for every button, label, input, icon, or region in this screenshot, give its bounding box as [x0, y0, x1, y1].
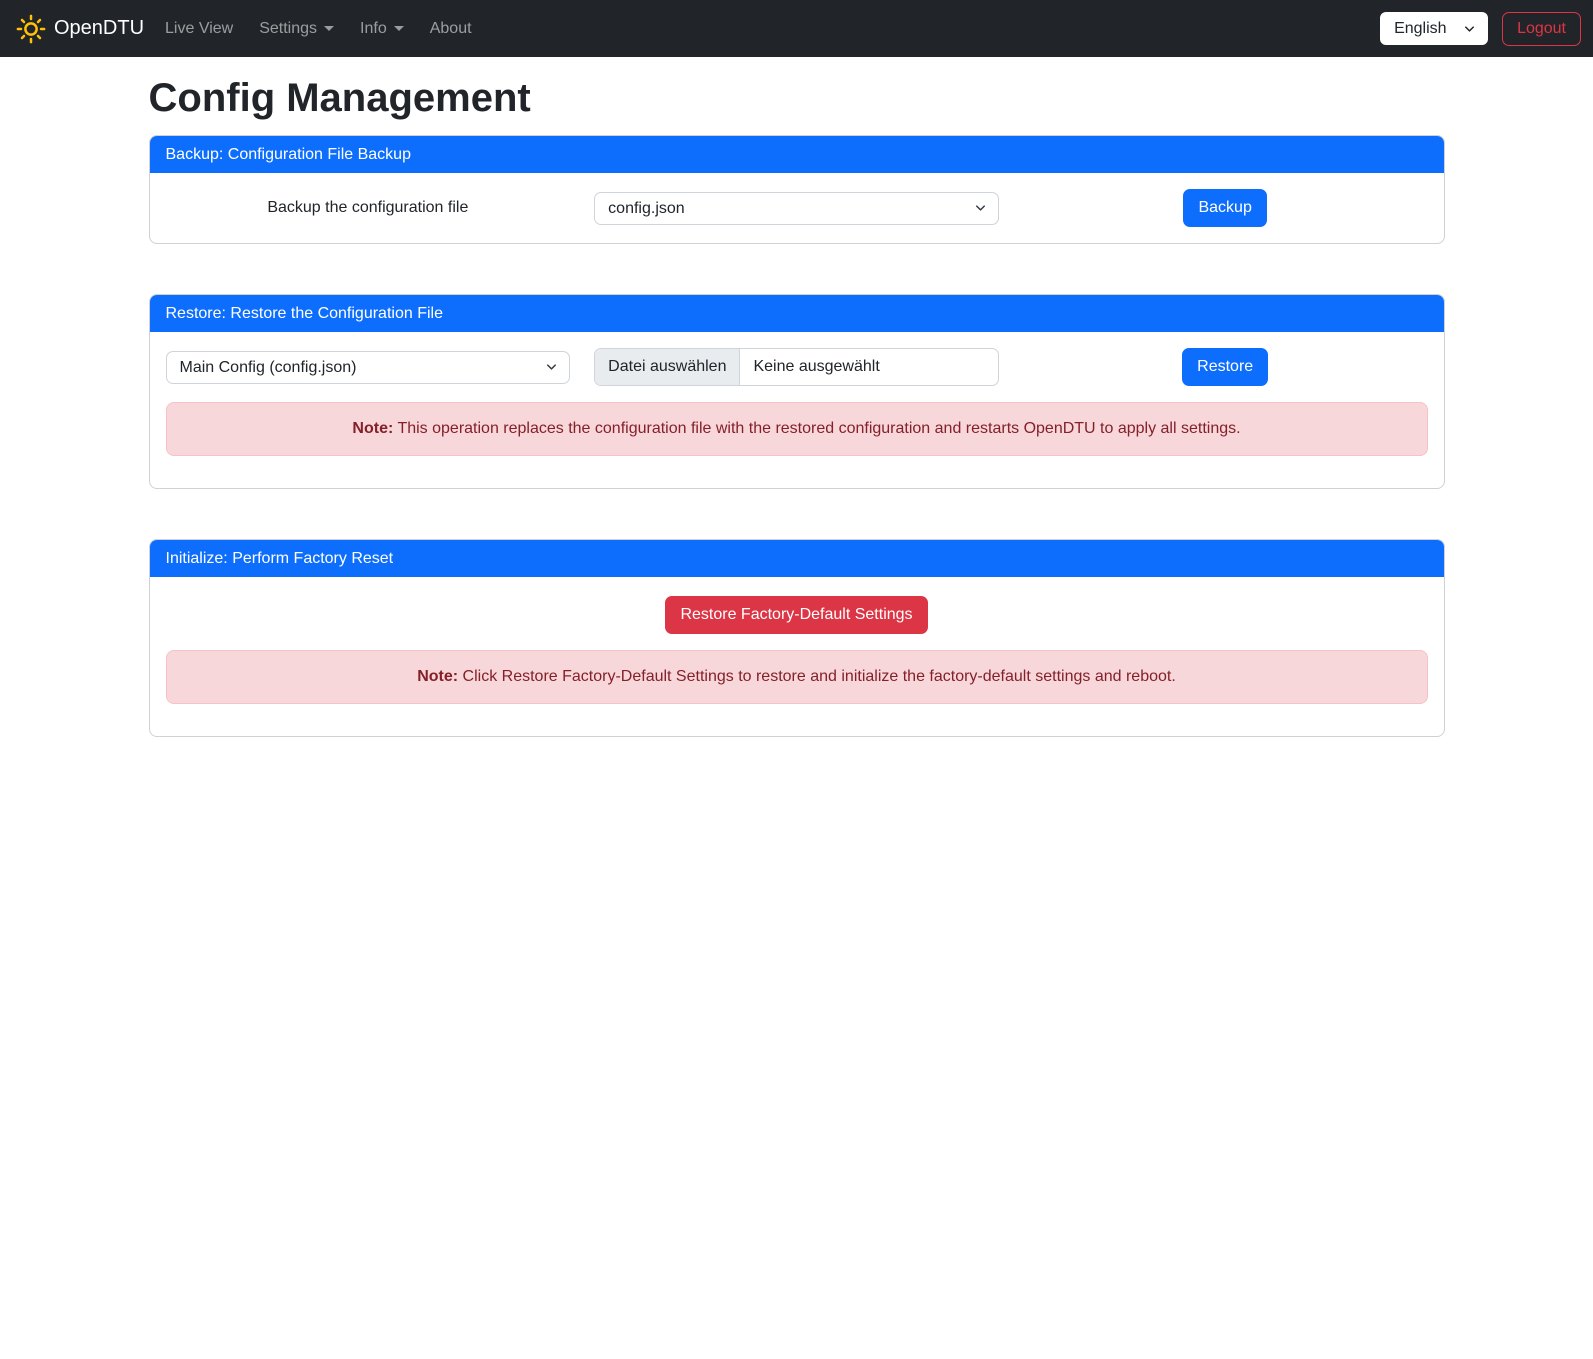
- navbar-right: [1380, 12, 1581, 46]
- chevron-down-icon: [394, 26, 404, 31]
- nav-item-info[interactable]: [347, 12, 417, 46]
- factory-reset-button[interactable]: Restore Factory-Default Settings: [665, 596, 927, 634]
- factory-button-row: [166, 593, 1428, 634]
- note-label: Note:: [417, 668, 459, 685]
- file-upload-input[interactable]: [594, 348, 999, 386]
- factory-card-header: Initialize: Perform Factory Reset: [150, 540, 1444, 577]
- restore-config-select-wrap: [166, 351, 571, 384]
- file-select-button[interactable]: Datei auswählen: [595, 349, 740, 385]
- sun-icon: [16, 14, 46, 44]
- backup-button-col: [1011, 189, 1440, 227]
- restore-button-col: [1011, 348, 1440, 386]
- chevron-down-icon: [324, 26, 334, 31]
- nav-item-label: Live View: [165, 19, 234, 37]
- nav-item-about[interactable]: [417, 12, 485, 46]
- backup-card-body: [150, 173, 1444, 243]
- restore-config-select[interactable]: [166, 351, 571, 384]
- brand-name: OpenDTU: [54, 17, 145, 39]
- navbar-left: [12, 10, 485, 48]
- note-text: Click Restore Factory-Default Settings to restore and initialize the factory-default settings and reboot.: [458, 668, 1176, 685]
- file-status-text: Keine ausgewählt: [753, 358, 880, 375]
- logout-button[interactable]: Logout: [1502, 12, 1581, 46]
- backup-button[interactable]: Backup: [1183, 189, 1266, 227]
- backup-form-row: [154, 189, 1440, 227]
- factory-note-alert: [166, 650, 1428, 704]
- note-text: This operation replaces the configuration file with the restored configuration and restarts OpenDTU to apply all settings.: [393, 420, 1241, 437]
- restore-note-alert: [166, 402, 1428, 456]
- nav-item-settings[interactable]: [246, 12, 347, 46]
- backup-file-select[interactable]: [594, 192, 999, 225]
- restore-card-body: [150, 332, 1444, 488]
- nav-item-live-view[interactable]: [152, 12, 246, 46]
- backup-file-select-col: [582, 192, 1011, 225]
- note-label: Note:: [352, 420, 394, 437]
- restore-file-input-col: [582, 348, 1011, 386]
- nav-item-label: Info: [360, 19, 387, 37]
- restore-card: [149, 294, 1445, 489]
- factory-reset-card: [149, 539, 1445, 737]
- nav-item-label: Settings: [259, 19, 318, 37]
- backup-file-select-wrap: [594, 192, 999, 225]
- main-container: [137, 76, 1457, 737]
- page-title: Config Management: [148, 76, 531, 120]
- restore-card-header: Restore: Restore the Configuration File: [150, 295, 1444, 332]
- top-navbar: [0, 0, 1593, 57]
- nav-item-label: About: [429, 19, 472, 37]
- restore-form-row: [154, 348, 1440, 386]
- backup-file-label: Backup the configuration file: [267, 199, 469, 216]
- factory-card-body: [150, 577, 1444, 736]
- language-select-wrap: [1380, 12, 1488, 45]
- backup-card-header: Backup: Configuration File Backup: [150, 136, 1444, 173]
- backup-card: [149, 135, 1445, 244]
- language-select[interactable]: [1380, 12, 1488, 45]
- restore-config-select-col: [154, 351, 583, 384]
- brand-logo[interactable]: [12, 10, 152, 48]
- restore-button[interactable]: Restore: [1182, 348, 1268, 386]
